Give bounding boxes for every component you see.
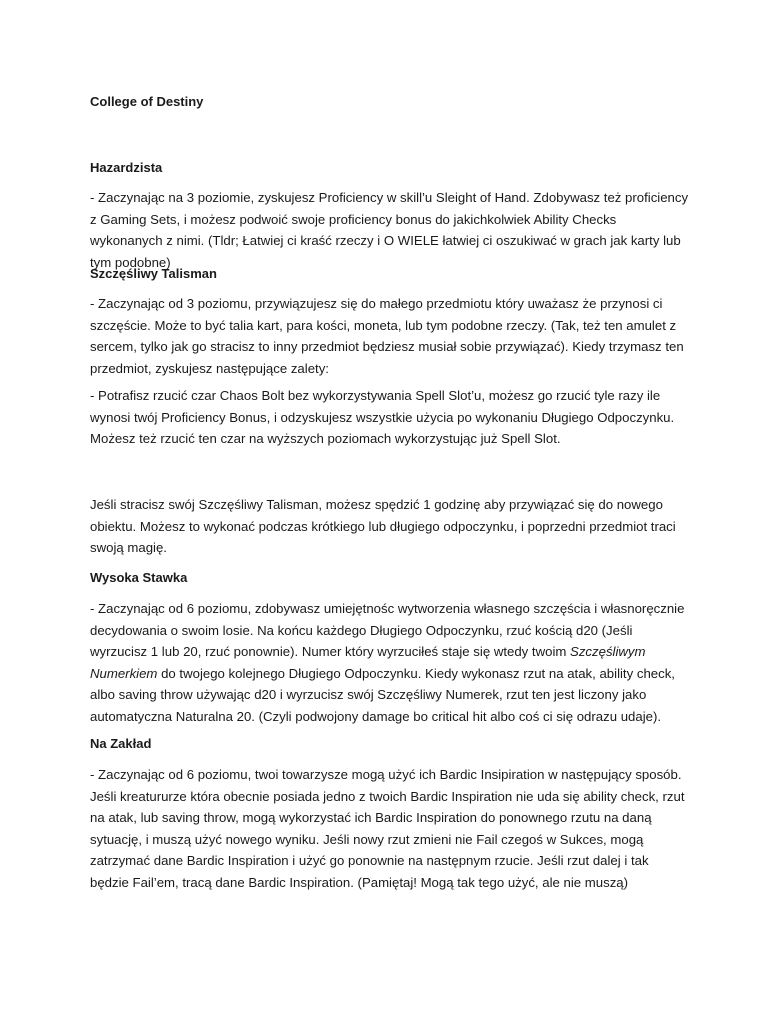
paragraph-talisman-lost: Jeśli stracisz swój Szczęśliwy Talisman, możesz spędzić 1 godzinę aby przywiązać się do nowego obiektu. Możesz to wykonać podczas krótkiego lub długiego odpoczynku, i poprzedni przedmiot traci swoją magię. — [90, 497, 676, 555]
section-heading-wysoka-stawka: Wysoka Stawka — [90, 570, 188, 585]
section-heading-szczesliwy-talisman: Szczęśliwy Talisman — [90, 266, 217, 281]
paragraph-wysoka-stawka — [90, 598, 690, 727]
paragraph-hazardzista: - Zaczynając na 3 poziomie, zyskujesz Proficiency w skill’u Sleight of Hand. Zdobywasz też proficiency z Gaming Sets, i możesz podwoić swoje proficiency bonus do jakichkolwiek Ability Checks wykonanych z nimi. (Tldr; Łatwiej ci kraść rzeczy i O WIELE łatwiej ci oszukiwać w grach jak karty lub tym podobne) — [90, 190, 689, 270]
paragraph-talisman-chaos-bolt: - Potrafisz rzucić czar Chaos Bolt bez wykorzystywania Spell Slot’u, możesz go rzucić tyle razy ile wynosi twój Proficiency Bonus, i odzyskujesz wszystkie użycia po wykonaniu Długiego Odpoczynku. Możesz też rzucić ten czar na wyższych poziomach wykorzystując już Spell Slot. — [90, 388, 675, 446]
section-heading-hazardzista: Hazardzista — [90, 160, 163, 175]
paragraph-talisman-intro: - Zaczynając od 3 poziomu, przywiązujesz się do małego przedmiotu który uważasz że przynosi ci szczęście. Może to być talia kart, para kości, moneta, lub tym podobne rzeczy. (Tak, też ten amulet z sercem, tylko jak go stracisz to inny przedmiot będziesz musiał sobie przywiązać). Kiedy trzymasz ten przedmiot, zyskujesz następujące zalety: — [90, 296, 684, 376]
section-heading-na-zaklad: Na Zakład — [90, 736, 152, 751]
paragraph-wysoka-stawka-part2: do twojego kolejnego Długiego Odpoczynku. Kiedy wykonasz rzut na atak, ability check, albo saving throw używając d20 i wyrzucisz swój Szczęśliwy Numerek, rzut ten jest liczony jako automatyczna Naturalna 20. (Czyli podwojony damage bo critical hit albo coś ci się odrazu udaje). — [90, 665, 675, 724]
paragraph-wysoka-stawka-part1: - Zaczynając od 6 poziomu, zdobywasz umiejętnośc wytworzenia własnego szczęścia i własnoręcznie decydowania o swoim losie. Na końcu każdego Długiego Odpoczynku, rzuć kością d20 (Jeśli wyrzucisz 1 lub 20, rzuć ponownie). Numer który wyrzuciłeś staje się wtedy twoim — [90, 601, 685, 659]
document-title: College of Destiny — [90, 94, 204, 109]
lucky-number-term: Szczęśliwym Numerkiem — [90, 644, 646, 681]
paragraph-na-zaklad: - Zaczynając od 6 poziomu, twoi towarzysze mogą użyć ich Bardic Insipiration w następujący sposób. Jeśli kreatururze która obecnie posiada jedno z twoich Bardic Inspiration nie uda się ability check, rzut na atak, lub saving throw, mogą wykorzystać ich Bardic Inspiration do ponownego rzutu na daną sytuację, i muszą użyć nowego wyniku. Jeśli nowy rzut zmieni nie Fail czegoś w Sukces, mogą zatrzymać dane Bardic Inspiration i użyć go ponownie na następnym rzucie. Jeśli rzut dalej i tak będzie Fail’em, tracą dane Bardic Inspiration. (Pamiętaj! Mogą tak tego użyć, ale nie muszą) — [90, 767, 685, 890]
